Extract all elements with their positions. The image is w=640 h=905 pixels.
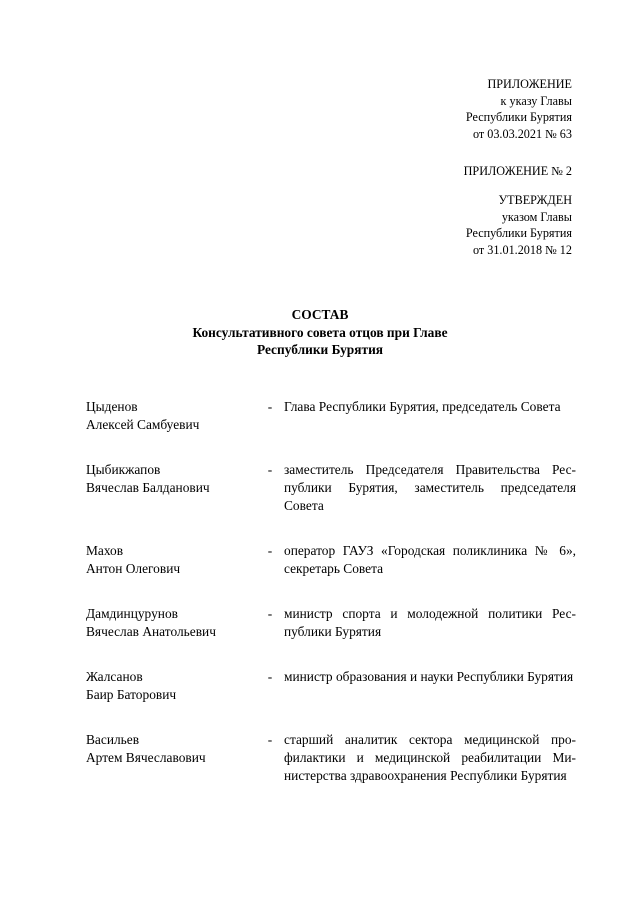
annex-2-label: ПРИЛОЖЕНИЕ № 2	[463, 164, 572, 178]
member-surname: Дамдинцурунов	[86, 606, 178, 621]
member-dash: -	[267, 462, 273, 477]
member-surname: Жалсанов	[86, 669, 143, 684]
member-name	[86, 398, 256, 434]
member-given-names: Баир Баторович	[86, 686, 177, 702]
approved-header	[466, 192, 572, 258]
title-line-1: СОСТАВ	[291, 307, 349, 322]
document-title	[0, 306, 640, 359]
member-name	[86, 731, 256, 784]
member-role: министр образования и науки Республики Бурятия	[284, 669, 574, 684]
annex-2-header	[464, 163, 572, 180]
member-role: заместитель Председателя Правительства Республики Бурятия, заместитель председателя Совета	[284, 462, 576, 513]
member-row	[86, 398, 576, 434]
annex-decree-line: к указу Главы	[500, 93, 572, 108]
approved-label: УТВЕРЖДЕН	[498, 193, 572, 207]
member-row	[86, 542, 576, 578]
member-surname: Васильев	[86, 732, 140, 747]
member-given-names: Антон Олегович	[86, 560, 181, 576]
member-name	[86, 542, 256, 578]
member-given-names: Вячеслав Балданович	[86, 479, 210, 495]
member-dash: -	[267, 399, 273, 414]
approved-republic-line: Республики Бурятия	[465, 226, 572, 240]
member-name	[86, 461, 256, 514]
approved-date-number: от 31.01.2018 № 12	[472, 242, 572, 257]
member-row	[86, 605, 576, 641]
annex-date-number: от 03.03.2021 № 63	[472, 126, 572, 141]
member-dash: -	[267, 732, 273, 747]
title-line-3: Республики Бурятия	[256, 342, 384, 357]
member-given-names: Вячеслав Анатольевич	[86, 623, 216, 639]
member-name	[86, 668, 256, 704]
member-role: министр спорта и молодежной политики Республики Бурятия	[284, 606, 576, 639]
member-given-names: Артем Вячеславович	[86, 749, 206, 765]
member-row	[86, 668, 576, 704]
approved-decree-line: указом Главы	[501, 209, 572, 224]
member-name	[86, 605, 256, 641]
member-surname: Цыденов	[86, 399, 138, 414]
member-row	[86, 731, 576, 784]
member-role: оператор ГАУЗ «Городская поликлиника № 6», секретарь Совета	[284, 543, 576, 576]
member-dash: -	[267, 606, 273, 621]
member-role: старший аналитик сектора медицинской профилактики и медицинской реабилитации Министерства здравоохранения Республики Бурятия	[284, 732, 576, 783]
annex-republic-line: Республики Бурятия	[465, 110, 572, 124]
member-given-names: Алексей Самбуевич	[86, 416, 200, 432]
member-role: Глава Республики Бурятия, председатель Совета	[284, 399, 561, 414]
member-surname: Махов	[86, 543, 124, 558]
title-line-2: Консультативного совета отцов при Главе	[192, 324, 448, 340]
member-dash: -	[267, 543, 273, 558]
member-dash: -	[267, 669, 273, 684]
member-surname: Цыбикжапов	[86, 462, 161, 477]
member-row	[86, 461, 576, 514]
annex-header	[466, 76, 572, 142]
annex-label: ПРИЛОЖЕНИЕ	[487, 77, 572, 91]
